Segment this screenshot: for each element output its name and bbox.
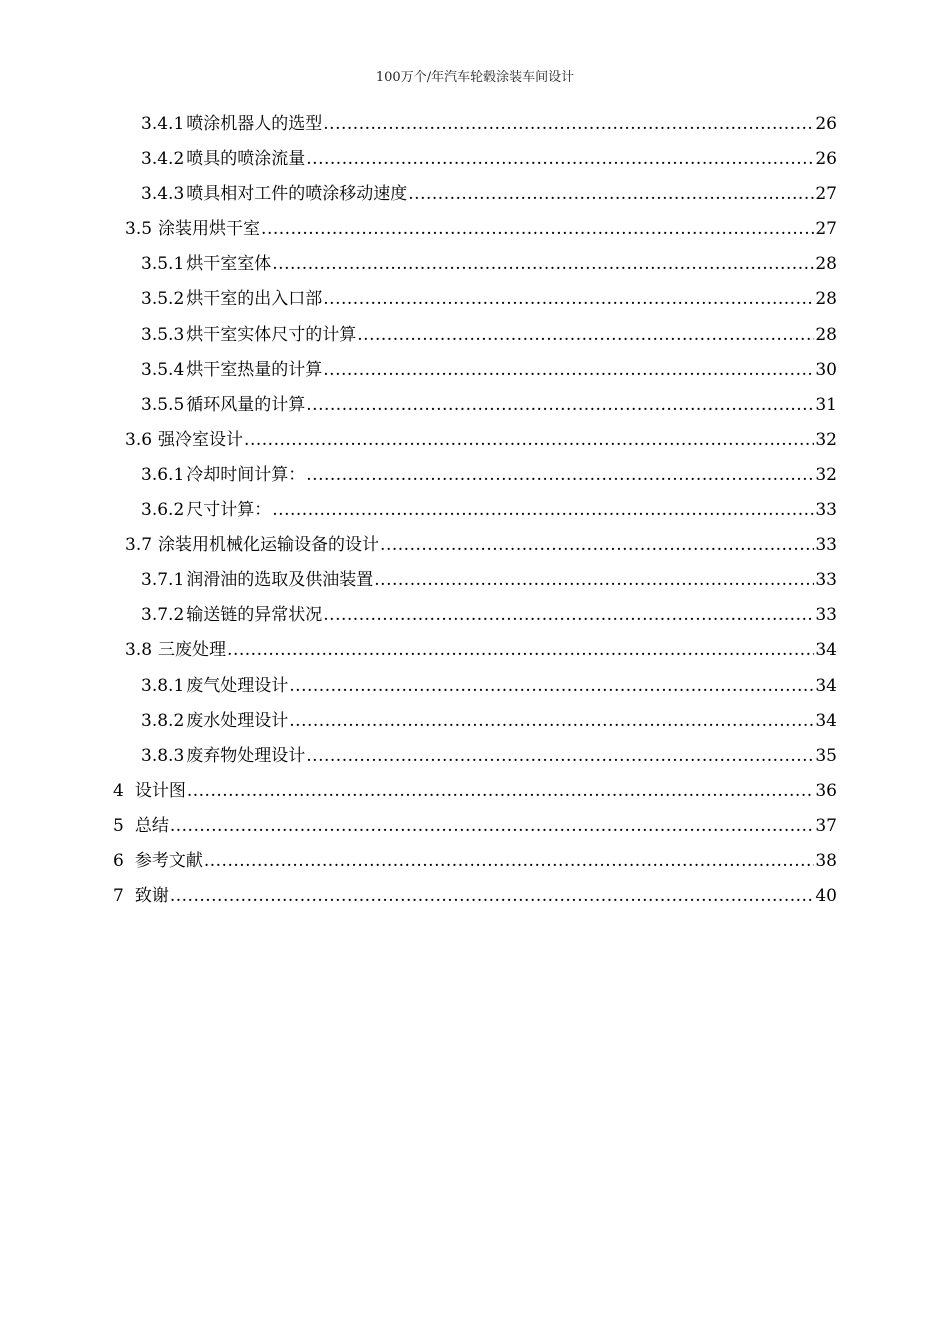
toc-entry[interactable] xyxy=(0,809,950,844)
toc-dot-leader xyxy=(323,282,814,317)
toc-entry-number: 3.4.3 xyxy=(141,184,185,205)
toc-entry-number: 3.6.1 xyxy=(141,464,185,485)
toc-entry[interactable] xyxy=(0,318,950,353)
toc-entry[interactable] xyxy=(0,633,950,668)
toc-entry-title: 喷具的喷涂流量 xyxy=(186,149,306,170)
toc-entry-title: 循环风量的计算 xyxy=(186,394,306,415)
toc-entry-page-number: 27 xyxy=(815,184,837,205)
toc-entry[interactable] xyxy=(0,704,950,739)
toc-entry-number: 7 xyxy=(113,886,124,907)
header-divider xyxy=(112,96,838,97)
toc-entry[interactable] xyxy=(0,212,950,247)
toc-entry-title: 烘干室室体 xyxy=(186,254,272,275)
toc-entry-title: 强冷室设计 xyxy=(158,429,244,450)
toc-entry-page-number: 28 xyxy=(815,254,837,275)
toc-entry-number: 3.6.2 xyxy=(141,500,185,521)
toc-dot-leader xyxy=(306,142,814,177)
toc-entry-number: 3.8.3 xyxy=(141,745,185,766)
toc-entry-page-number: 27 xyxy=(815,219,837,240)
toc-entry-title: 润滑油的选取及供油装置 xyxy=(186,570,374,591)
toc-entry[interactable] xyxy=(0,739,950,774)
toc-entry-page-number: 40 xyxy=(815,886,837,907)
toc-entry-page-number: 30 xyxy=(815,359,837,380)
table-of-contents xyxy=(0,107,950,914)
toc-entry-title: 冷却时间计算： xyxy=(186,464,306,485)
toc-entry-title: 涂装用机械化运输设备的设计 xyxy=(158,535,380,556)
toc-dot-leader xyxy=(289,669,814,704)
toc-entry[interactable] xyxy=(0,563,950,598)
toc-entry[interactable] xyxy=(0,879,950,914)
toc-entry-number: 4 xyxy=(113,780,124,801)
toc-entry-title: 涂装用烘干室 xyxy=(158,219,261,240)
toc-entry-page-number: 35 xyxy=(815,745,837,766)
toc-entry-number: 3.6 xyxy=(125,429,153,450)
toc-dot-leader xyxy=(170,879,815,914)
toc-entry-page-number: 33 xyxy=(815,570,837,591)
toc-entry[interactable] xyxy=(0,669,950,704)
toc-entry-title: 致谢 xyxy=(134,886,169,907)
toc-entry-page-number: 32 xyxy=(815,464,837,485)
toc-dot-leader xyxy=(244,423,814,458)
toc-dot-leader xyxy=(306,739,814,774)
toc-entry-number: 3.8.2 xyxy=(141,710,185,731)
toc-entry[interactable] xyxy=(0,282,950,317)
toc-entry-title: 烘干室热量的计算 xyxy=(186,359,323,380)
toc-entry[interactable] xyxy=(0,388,950,423)
toc-entry-number: 3.7.2 xyxy=(141,605,185,626)
toc-entry-title: 三废处理 xyxy=(158,640,227,661)
toc-entry-title: 设计图 xyxy=(134,780,186,801)
toc-entry[interactable] xyxy=(0,493,950,528)
toc-entry-page-number: 37 xyxy=(815,815,837,836)
toc-entry-page-number: 38 xyxy=(815,850,837,871)
toc-dot-leader xyxy=(306,388,814,423)
toc-dot-leader xyxy=(261,212,814,247)
toc-entry[interactable] xyxy=(0,528,950,563)
toc-entry-number: 3.4.2 xyxy=(141,149,185,170)
toc-entry-title: 废水处理设计 xyxy=(186,710,289,731)
toc-entry[interactable] xyxy=(0,353,950,388)
toc-entry-title: 废弃物处理设计 xyxy=(186,745,306,766)
toc-entry-page-number: 33 xyxy=(815,500,837,521)
toc-entry-title: 烘干室的出入口部 xyxy=(186,289,323,310)
toc-entry-page-number: 33 xyxy=(815,605,837,626)
toc-entry[interactable] xyxy=(0,142,950,177)
toc-dot-leader xyxy=(272,247,814,282)
toc-entry-number: 6 xyxy=(113,850,124,871)
toc-entry[interactable] xyxy=(0,423,950,458)
toc-entry-number: 3.5.1 xyxy=(141,254,185,275)
toc-entry-number: 3.8.1 xyxy=(141,675,185,696)
page-header: 100万个/年汽车轮毂涂装车间设计 xyxy=(375,70,575,85)
toc-entry-number: 3.5.3 xyxy=(141,324,185,345)
toc-dot-leader xyxy=(289,704,814,739)
toc-entry-number: 5 xyxy=(113,815,124,836)
toc-entry-page-number: 31 xyxy=(815,394,837,415)
toc-entry-number: 3.5.4 xyxy=(141,359,185,380)
toc-entry-title: 废气处理设计 xyxy=(186,675,289,696)
toc-entry[interactable] xyxy=(0,458,950,493)
toc-entry-title: 尺寸计算： xyxy=(186,500,272,521)
toc-entry-number: 3.5 xyxy=(125,219,153,240)
toc-entry-page-number: 26 xyxy=(815,149,837,170)
toc-dot-leader xyxy=(380,528,814,563)
toc-dot-leader xyxy=(170,809,815,844)
toc-dot-leader xyxy=(408,177,814,212)
toc-entry-title: 总结 xyxy=(134,815,169,836)
toc-dot-leader xyxy=(374,563,814,598)
toc-entry-page-number: 36 xyxy=(815,780,837,801)
toc-entry-page-number: 26 xyxy=(815,114,837,134)
toc-dot-leader xyxy=(323,107,814,142)
toc-dot-leader xyxy=(204,844,815,879)
toc-entry[interactable] xyxy=(0,107,950,142)
toc-entry[interactable] xyxy=(0,598,950,633)
toc-entry-page-number: 34 xyxy=(815,675,837,696)
toc-entry-title: 喷涂机器人的选型 xyxy=(186,114,323,134)
toc-dot-leader xyxy=(227,633,814,668)
toc-entry-title: 参考文献 xyxy=(134,850,203,871)
toc-entry-page-number: 28 xyxy=(815,324,837,345)
toc-entry-number: 3.7 xyxy=(125,535,153,556)
toc-entry-number: 3.5.5 xyxy=(141,394,185,415)
toc-dot-leader xyxy=(272,493,814,528)
toc-entry-page-number: 28 xyxy=(815,289,837,310)
toc-entry-page-number: 34 xyxy=(815,710,837,731)
toc-dot-leader xyxy=(306,458,814,493)
toc-dot-leader xyxy=(323,598,814,633)
toc-dot-leader xyxy=(357,318,814,353)
toc-entry[interactable] xyxy=(0,177,950,212)
toc-entry-page-number: 33 xyxy=(815,535,837,556)
toc-entry-page-number: 32 xyxy=(815,429,837,450)
toc-entry-page-number: 34 xyxy=(815,640,837,661)
toc-dot-leader xyxy=(323,353,814,388)
toc-entry[interactable] xyxy=(0,247,950,282)
toc-entry-number: 3.8 xyxy=(125,640,153,661)
toc-entry[interactable] xyxy=(0,844,950,879)
toc-entry-number: 3.4.1 xyxy=(141,114,185,134)
toc-entry-title: 喷具相对工件的喷涂移动速度 xyxy=(186,184,408,205)
toc-entry-title: 烘干室实体尺寸的计算 xyxy=(186,324,357,345)
toc-entry-number: 3.5.2 xyxy=(141,289,185,310)
toc-dot-leader xyxy=(187,774,815,809)
toc-entry-number: 3.7.1 xyxy=(141,570,185,591)
toc-entry-title: 输送链的异常状况 xyxy=(186,605,323,626)
toc-entry[interactable] xyxy=(0,774,950,809)
